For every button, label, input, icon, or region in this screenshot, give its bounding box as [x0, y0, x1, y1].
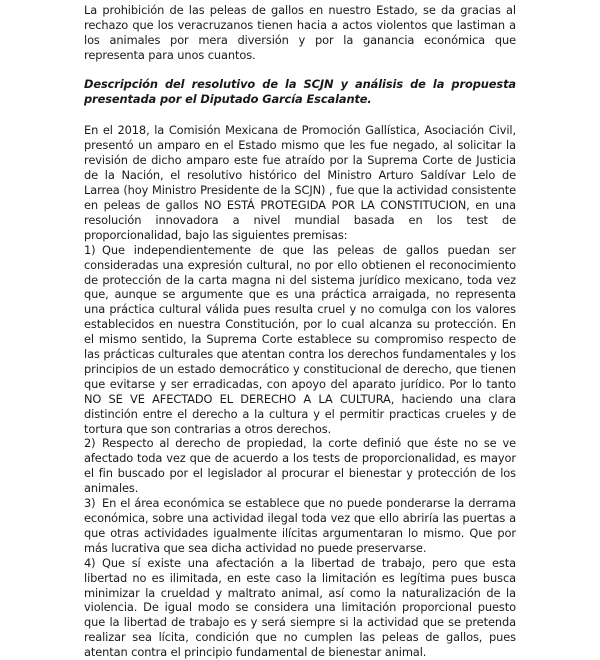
list-item-text: Que independientemente de que las peleas de gallos puedan ser consideradas una expresión cultural, no por ello obtienen el reconocimiento de protección de la carta magna ni del sistema jurídico mexicano, toda vez que, aunque se argumente que es una práctica arraigada, no representa una práctica cultural válida pues resulta cruel y no comulga con los valores establecidos en nuestra Constitución, por lo cual alcanza su protección. En el mismo sentido, la Suprema Corte establece su compromiso respecto de las prácticas culturales que atentan contra los derechos fundamentales y los principios de un estado democrático y constitucional de derecho, que tienen que evitarse y ser erradicadas, con apoyo del aparato jurídico. Por lo tanto NO SE VE AFECTADO EL DERECHO A LA CULTURA, haciendo una clara distinción entre el derecho a la cultura y el permitir practicas crueles y de tortura que son contrarias a otros derechos.: [84, 242, 516, 436]
list-item: [84, 556, 516, 660]
list-item: [84, 436, 516, 496]
list-item: [84, 243, 516, 437]
list-item-number: 2): [84, 436, 96, 451]
list-item-text: Respecto al derecho de propiedad, la corte definió que éste no se ve afectado toda vez que de acuerdo a los tests de proporcionalidad, es mayor el fin buscado por el legislador al procurar el bienestar y protección de los animales.: [84, 436, 516, 496]
list-item-text: Que sí existe una afectación a la libertad de trabajo, pero que esta libertad no es ilimitada, en este caso la limitación es legítima pues busca minimizar la crueldad y maltrato animal, así como la naturalización de la violencia. De igual modo se considera una limitación proporcional puesto que la libertad de trabajo es y será siempre si la actividad que se pretenda realizar sea lícita, condición que no cumplen las peleas de gallos, pues atentan contra el principio fundamental de bienestar animal.: [84, 555, 516, 660]
list-item: [84, 496, 516, 556]
intro-paragraph: La prohibición de las peleas de gallos en nuestro Estado, se da gracias al rechazo que los veracruzanos tienen hacia a actos violentos que lastiman a los animales por mera diversión y por la ganancia económica que representa para unos cuantos.: [84, 3, 516, 62]
section-heading: Descripción del resolutivo de la SCJN y análisis de la propuesta presentada por el Diputado García Escalante.: [84, 76, 516, 106]
body-paragraph: En el 2018, la Comisión Mexicana de Promoción Gallística, Asociación Civil, presentó un amparo en el Estado mismo que les fue negado, al solicitar la revisión de dicho amparo este fue atraído por la Suprema Corte de Justicia de la Nación, el resolutivo histórico del Ministro Arturo Saldívar Lelo de Larrea (hoy Ministro Presidente de la SCJN) , fue que la actividad consistente en peleas de gallos NO ESTÁ PROTEGIDA POR LA CONSTITUCION, en una resolución innovadora a nivel mundial basada en los test de proporcionalidad, bajo las siguientes premisas:: [84, 123, 516, 242]
list-item-number: 1): [84, 242, 96, 257]
list-item-text: En el área económica se establece que no puede ponderarse la derrama económica, sobre una actividad ilegal toda vez que ello abriría las puertas a que otras actividades igualmente ilícitas argumentaran lo mismo. Que por más lucrativa que sea dicha actividad no puede preservarse.: [84, 496, 516, 555]
list-item-number: 3): [84, 496, 96, 511]
list-item-number: 4): [84, 555, 96, 570]
